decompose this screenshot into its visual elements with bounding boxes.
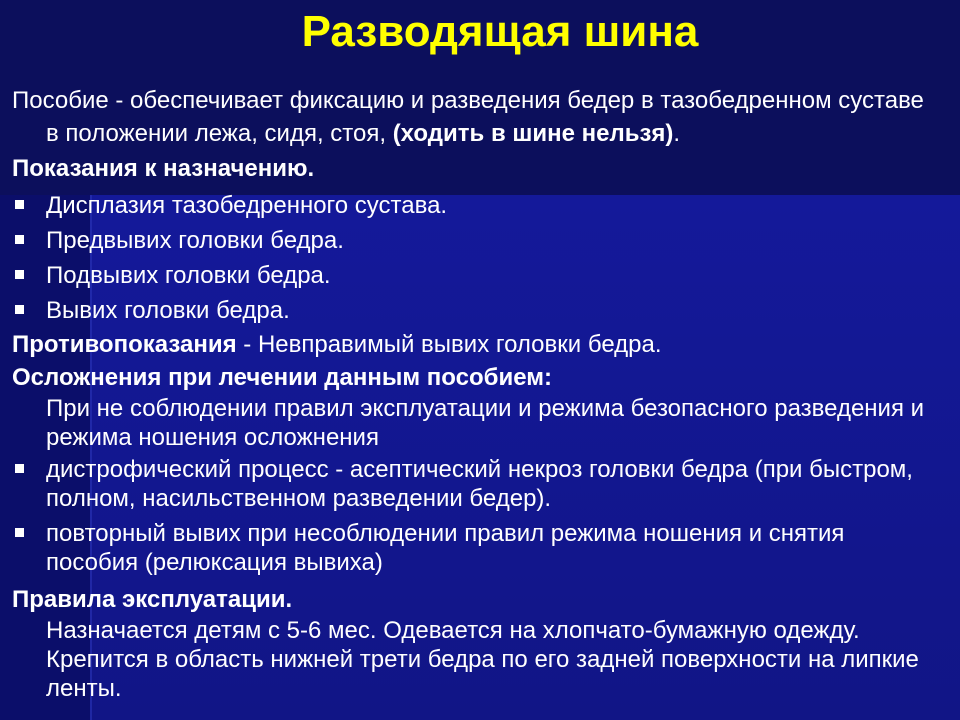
slide-title: Разводящая шина [301,7,699,56]
intro-paragraph [12,84,942,150]
complications-heading: Осложнения при лечении данным пособием: [12,364,552,391]
bullet-icon [15,305,24,314]
contraindications-line [12,328,942,361]
slide-body [12,84,942,706]
rules-heading: Правила эксплуатации. [12,586,293,613]
contraindications-heading: Противопоказания [12,331,237,358]
list-item-text: Вывих головки бедра. [46,297,290,324]
intro-end: . [673,120,681,147]
list-item [12,455,942,513]
complications-intro: При не соблюдении правил эксплуатации и режима безопасного разведения и режима ношения осложнения [46,395,925,451]
list-item [12,293,942,328]
bullet-icon [15,270,24,279]
indications-list [12,188,942,328]
intro-text: Пособие - обеспечивает фиксацию и разведения бедер в тазобедренном суставе в положении лежа, сидя, стоя, [12,87,924,147]
intro-bold: (ходить в шине нельзя) [392,120,674,147]
bullet-icon [15,528,24,537]
list-item [12,223,942,258]
list-item-text: Подвывих головки бедра. [46,262,331,289]
contraindications-text: - Невправимый вывих головки бедра. [236,331,662,358]
list-item-text: Дисплазия тазобедренного сустава. [46,192,448,219]
indications-heading: Показания к назначению. [12,155,315,182]
list-item [12,519,942,577]
rules-text: Назначается детям с 5-6 мес. Одевается на хлопчато-бумажную одежду. Крепится в область нижней трети бедра по его задней поверхности на липкие ленты. [46,617,919,702]
list-item [12,258,942,293]
bullet-icon [15,200,24,209]
bullet-icon [15,464,24,473]
list-item [12,188,942,223]
list-item-text: Предвывих головки бедра. [46,227,344,254]
bullet-icon [15,235,24,244]
list-item-text: повторный вывих при несоблюдении правил режима ношения и снятия пособия (релюксация вывиха) [46,520,845,576]
list-item-text: дистрофический процесс - асептический некроз головки бедра (при быстром, полном, насильственном разведении бедер). [46,456,913,512]
